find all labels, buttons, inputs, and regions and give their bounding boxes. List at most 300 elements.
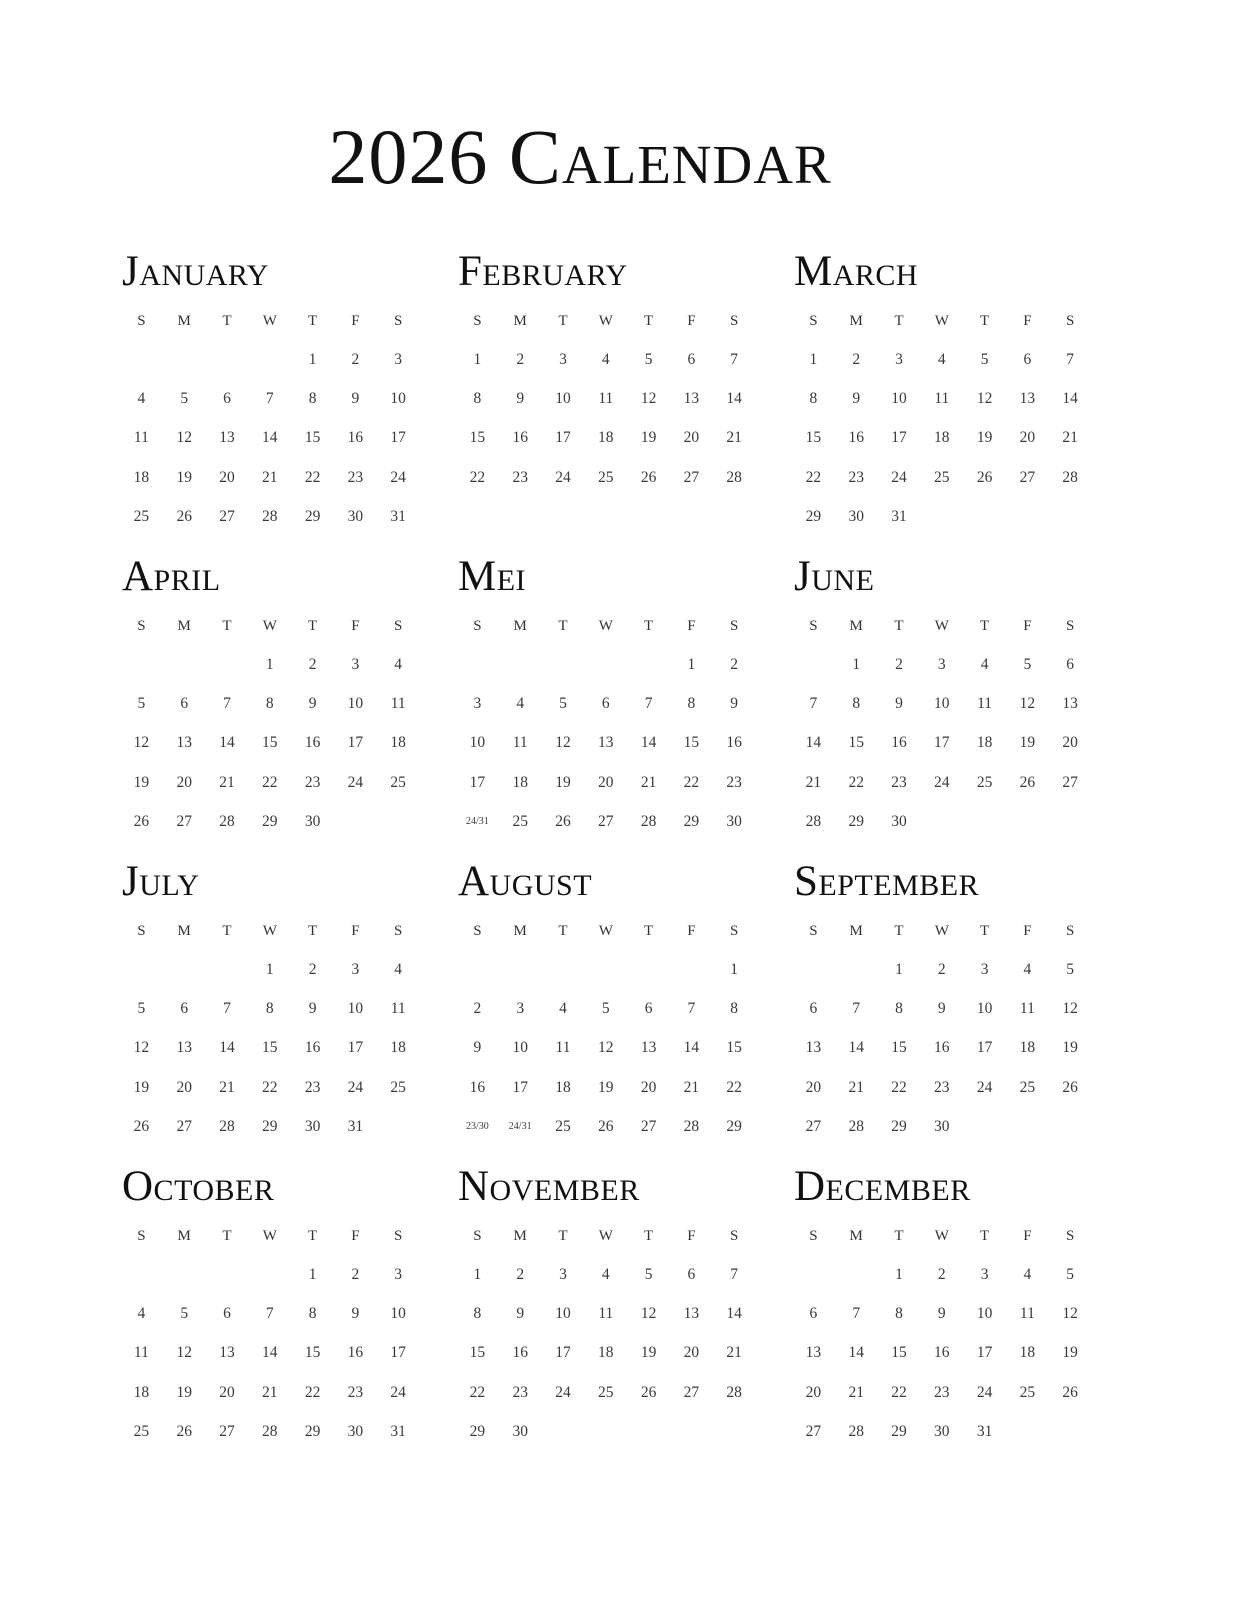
day-cell: 21 bbox=[1062, 429, 1078, 447]
weekday-label: W bbox=[598, 312, 613, 329]
day-cell: 19 bbox=[598, 1078, 614, 1096]
weekday-label: S bbox=[730, 617, 739, 634]
day-cell: 19 bbox=[1019, 734, 1036, 752]
week-row bbox=[792, 1029, 1102, 1068]
day-cell: 9 bbox=[516, 389, 525, 407]
day-cell: 25 bbox=[934, 468, 950, 486]
day-cell: 27 bbox=[219, 507, 235, 525]
week-row bbox=[792, 1373, 1102, 1412]
day-cell: 25 bbox=[1019, 1383, 1036, 1401]
weekday-label: T bbox=[894, 1227, 904, 1244]
day-cell: 30 bbox=[304, 1117, 321, 1135]
week-row bbox=[792, 1255, 1102, 1294]
week-row bbox=[120, 458, 430, 497]
week-row bbox=[792, 1294, 1102, 1333]
day-cell: 9 bbox=[895, 694, 903, 712]
month-april bbox=[120, 555, 430, 841]
day-cell: 14 bbox=[1062, 389, 1078, 407]
day-cell: 15 bbox=[726, 1039, 742, 1057]
month-name: July bbox=[122, 858, 200, 905]
day-cell: 22 bbox=[848, 773, 864, 791]
weekday-label: S bbox=[394, 617, 403, 634]
weekday-label: S bbox=[394, 1227, 403, 1244]
day-cell: 4 bbox=[937, 350, 946, 368]
day-cell: 6 bbox=[223, 389, 231, 407]
day-cell: 1 bbox=[308, 350, 317, 368]
day-cell: 30 bbox=[726, 812, 742, 830]
day-cell: 6 bbox=[1066, 655, 1075, 673]
week-row bbox=[792, 497, 1102, 536]
day-cell: 30 bbox=[304, 812, 321, 830]
day-cell: 28 bbox=[848, 1422, 864, 1440]
day-cell: 7 bbox=[852, 1304, 861, 1322]
weekday-label: S bbox=[809, 617, 818, 634]
day-cell: 11 bbox=[133, 429, 149, 447]
weekday-label: M bbox=[513, 922, 527, 939]
week-row bbox=[456, 1294, 766, 1333]
day-cell: 4 bbox=[137, 389, 146, 407]
day-cell: 14 bbox=[219, 1039, 235, 1057]
day-cell: 9 bbox=[308, 999, 317, 1017]
day-cell: 9 bbox=[351, 1304, 360, 1322]
day-cell: 6 bbox=[1023, 350, 1032, 368]
day-cell: 23 bbox=[512, 1383, 528, 1401]
weekday-label: F bbox=[1023, 617, 1032, 634]
day-cell: 20 bbox=[219, 468, 235, 486]
weekday-label: S bbox=[1066, 617, 1075, 634]
day-cell: 24 bbox=[347, 773, 364, 791]
day-cell: 17 bbox=[976, 1344, 993, 1362]
day-cell: 11 bbox=[977, 694, 993, 712]
day-cell: 12 bbox=[555, 734, 571, 752]
day-cell: 25 bbox=[512, 812, 528, 830]
weekday-label: S bbox=[137, 312, 146, 329]
day-cell: 2 bbox=[351, 350, 360, 368]
day-cell: 28 bbox=[219, 812, 235, 830]
weekday-header bbox=[120, 607, 430, 645]
day-cell: 13 bbox=[683, 389, 700, 407]
weekday-label: F bbox=[687, 922, 696, 939]
week-row bbox=[456, 645, 766, 684]
day-cell: 19 bbox=[133, 1078, 150, 1096]
weekday-header bbox=[792, 302, 1102, 340]
day-cell: 18 bbox=[934, 429, 950, 447]
weekday-label: T bbox=[980, 1227, 990, 1244]
day-cell: 5 bbox=[644, 350, 653, 368]
day-cell: 8 bbox=[265, 694, 274, 712]
day-cell: 3 bbox=[351, 655, 360, 673]
day-cell: 23 bbox=[934, 1383, 950, 1401]
week-row bbox=[792, 340, 1102, 379]
weekday-label: M bbox=[849, 1227, 863, 1244]
day-cell: 23/30 bbox=[466, 1121, 489, 1133]
day-cell: 3 bbox=[980, 960, 989, 978]
day-cell: 27 bbox=[219, 1422, 235, 1440]
weekday-label: F bbox=[687, 312, 696, 329]
weekday-label: T bbox=[980, 617, 990, 634]
day-cell: 24 bbox=[555, 468, 571, 486]
day-cell: 21 bbox=[219, 1078, 235, 1096]
day-cell: 8 bbox=[809, 389, 818, 407]
day-cell: 27 bbox=[1062, 773, 1078, 791]
day-cell: 3 bbox=[473, 694, 482, 712]
day-cell: 3 bbox=[937, 655, 946, 673]
day-cell: 12 bbox=[640, 389, 657, 407]
day-cell: 16 bbox=[934, 1039, 950, 1057]
weekday-label: M bbox=[849, 922, 863, 939]
day-cell: 6 bbox=[644, 999, 653, 1017]
day-cell: 11 bbox=[555, 1039, 571, 1057]
day-cell: 26 bbox=[133, 812, 150, 830]
day-cell: 16 bbox=[848, 429, 864, 447]
day-cell: 12 bbox=[976, 389, 993, 407]
month-name: April bbox=[122, 553, 221, 600]
week-row bbox=[456, 1334, 766, 1373]
weekday-label: F bbox=[1023, 312, 1032, 329]
day-cell: 29 bbox=[469, 1422, 486, 1440]
day-cell: 11 bbox=[512, 734, 528, 752]
day-cell: 15 bbox=[304, 429, 321, 447]
day-cell: 6 bbox=[180, 999, 189, 1017]
day-cell: 17 bbox=[555, 429, 571, 447]
month-name: Mei bbox=[458, 553, 527, 600]
day-cell: 9 bbox=[473, 1039, 482, 1057]
week-row bbox=[792, 763, 1102, 802]
week-row bbox=[120, 645, 430, 684]
week-row bbox=[456, 458, 766, 497]
day-cell: 1 bbox=[809, 350, 818, 368]
day-cell: 24 bbox=[390, 468, 406, 486]
weekday-label: T bbox=[222, 312, 232, 329]
day-cell: 29 bbox=[262, 812, 278, 830]
week-row bbox=[456, 802, 766, 841]
day-cell: 26 bbox=[1062, 1383, 1078, 1401]
day-cell: 20 bbox=[805, 1078, 822, 1096]
day-cell: 19 bbox=[1062, 1039, 1078, 1057]
day-cell: 5 bbox=[1066, 1265, 1075, 1283]
day-cell: 24 bbox=[976, 1078, 993, 1096]
day-cell: 4 bbox=[516, 694, 525, 712]
day-cell: 3 bbox=[980, 1265, 989, 1283]
week-row bbox=[120, 379, 430, 418]
day-cell: 12 bbox=[176, 429, 192, 447]
day-cell: 15 bbox=[304, 1344, 321, 1362]
day-cell: 28 bbox=[805, 812, 822, 830]
month-march bbox=[792, 250, 1102, 536]
day-cell: 31 bbox=[976, 1422, 993, 1440]
day-cell: 6 bbox=[687, 350, 696, 368]
day-cell: 14 bbox=[683, 1039, 700, 1057]
day-cell: 25 bbox=[1019, 1078, 1036, 1096]
day-cell: 15 bbox=[262, 734, 278, 752]
week-row bbox=[456, 1412, 766, 1451]
day-cell: 22 bbox=[469, 468, 486, 486]
day-cell: 4 bbox=[394, 960, 403, 978]
day-cell: 9 bbox=[852, 389, 861, 407]
day-cell: 19 bbox=[976, 429, 993, 447]
day-cell: 23 bbox=[891, 773, 907, 791]
weekday-header bbox=[120, 1217, 430, 1255]
day-cell: 8 bbox=[308, 1304, 317, 1322]
week-row bbox=[792, 458, 1102, 497]
day-cell: 28 bbox=[726, 468, 742, 486]
weekday-label: S bbox=[809, 312, 818, 329]
week-row bbox=[792, 645, 1102, 684]
week-row bbox=[120, 802, 430, 841]
day-cell: 7 bbox=[223, 999, 231, 1017]
day-cell: 21 bbox=[683, 1078, 700, 1096]
day-cell: 27 bbox=[805, 1422, 822, 1440]
day-cell: 29 bbox=[891, 1422, 907, 1440]
weekday-label: F bbox=[351, 312, 360, 329]
weekday-label: T bbox=[308, 1227, 318, 1244]
day-cell: 27 bbox=[683, 1383, 700, 1401]
week-row bbox=[120, 950, 430, 989]
weekday-header bbox=[120, 912, 430, 950]
weekday-label: W bbox=[262, 1227, 277, 1244]
week-row bbox=[456, 1029, 766, 1068]
day-cell: 28 bbox=[683, 1117, 700, 1135]
day-cell: 5 bbox=[601, 999, 610, 1017]
weekday-label: S bbox=[137, 617, 146, 634]
day-cell: 20 bbox=[1019, 429, 1036, 447]
day-cell: 11 bbox=[598, 389, 614, 407]
weekday-label: T bbox=[894, 617, 904, 634]
day-cell: 18 bbox=[390, 1039, 406, 1057]
day-cell: 1 bbox=[473, 1265, 482, 1283]
month-july bbox=[120, 860, 430, 1146]
day-cell: 4 bbox=[1023, 960, 1032, 978]
day-cell: 18 bbox=[1019, 1344, 1036, 1362]
day-cell: 13 bbox=[805, 1039, 822, 1057]
day-cell: 7 bbox=[730, 1265, 739, 1283]
day-cell: 14 bbox=[219, 734, 235, 752]
day-cell: 8 bbox=[473, 389, 482, 407]
day-cell: 21 bbox=[262, 468, 278, 486]
day-cell: 13 bbox=[640, 1039, 657, 1057]
day-cell: 20 bbox=[805, 1383, 822, 1401]
day-cell: 9 bbox=[730, 694, 739, 712]
day-cell: 25 bbox=[555, 1117, 571, 1135]
day-cell: 12 bbox=[176, 1344, 192, 1362]
day-cell: 6 bbox=[687, 1265, 696, 1283]
weekday-label: T bbox=[222, 922, 232, 939]
day-cell: 7 bbox=[687, 999, 696, 1017]
week-row bbox=[456, 724, 766, 763]
day-cell: 21 bbox=[640, 773, 657, 791]
weekday-label: S bbox=[394, 312, 403, 329]
week-row bbox=[456, 1373, 766, 1412]
day-cell: 28 bbox=[262, 507, 278, 525]
weekday-label: W bbox=[598, 922, 613, 939]
weekday-label: M bbox=[177, 922, 191, 939]
day-cell: 10 bbox=[512, 1039, 528, 1057]
day-cell: 25 bbox=[390, 1078, 406, 1096]
weekday-label: S bbox=[730, 312, 739, 329]
day-cell: 7 bbox=[730, 350, 739, 368]
day-cell: 23 bbox=[347, 468, 364, 486]
day-cell: 2 bbox=[895, 655, 903, 673]
weekday-label: S bbox=[809, 922, 818, 939]
day-cell: 26 bbox=[640, 1383, 657, 1401]
week-row bbox=[456, 989, 766, 1028]
weekday-label: T bbox=[644, 1227, 654, 1244]
day-cell: 10 bbox=[347, 999, 364, 1017]
day-cell: 8 bbox=[895, 1304, 903, 1322]
day-cell: 12 bbox=[598, 1039, 614, 1057]
day-cell: 13 bbox=[1062, 694, 1078, 712]
week-row bbox=[120, 1029, 430, 1068]
day-cell: 9 bbox=[937, 999, 946, 1017]
day-cell: 8 bbox=[730, 999, 739, 1017]
day-cell: 2 bbox=[308, 960, 317, 978]
week-row bbox=[120, 684, 430, 723]
weekday-label: S bbox=[394, 922, 403, 939]
day-cell: 10 bbox=[891, 389, 907, 407]
day-cell: 10 bbox=[976, 1304, 993, 1322]
week-row bbox=[120, 1412, 430, 1451]
day-cell: 21 bbox=[262, 1383, 278, 1401]
day-cell: 5 bbox=[980, 350, 989, 368]
day-cell: 18 bbox=[1019, 1039, 1036, 1057]
month-february bbox=[456, 250, 766, 536]
day-cell: 4 bbox=[394, 655, 403, 673]
weekday-label: M bbox=[177, 617, 191, 634]
weekday-label: T bbox=[644, 617, 654, 634]
week-row bbox=[792, 684, 1102, 723]
day-cell: 5 bbox=[137, 999, 146, 1017]
day-cell: 5 bbox=[1023, 655, 1032, 673]
weekday-label: T bbox=[894, 312, 904, 329]
weekday-label: S bbox=[473, 312, 482, 329]
week-row bbox=[120, 419, 430, 458]
day-cell: 21 bbox=[848, 1078, 864, 1096]
day-cell: 25 bbox=[598, 468, 614, 486]
day-cell: 22 bbox=[683, 773, 700, 791]
weekday-label: S bbox=[1066, 312, 1075, 329]
month-name: February bbox=[458, 248, 628, 295]
day-cell: 24 bbox=[555, 1383, 571, 1401]
day-cell: 5 bbox=[137, 694, 146, 712]
day-cell: 21 bbox=[848, 1383, 864, 1401]
day-cell: 12 bbox=[1019, 694, 1036, 712]
weekday-label: F bbox=[687, 1227, 696, 1244]
day-cell: 23 bbox=[726, 773, 742, 791]
day-cell: 3 bbox=[351, 960, 360, 978]
day-cell: 10 bbox=[347, 694, 364, 712]
day-cell: 20 bbox=[219, 1383, 235, 1401]
weekday-label: W bbox=[262, 922, 277, 939]
day-cell: 11 bbox=[390, 999, 406, 1017]
day-cell: 11 bbox=[1019, 999, 1035, 1017]
weekday-label: W bbox=[934, 922, 949, 939]
day-cell: 5 bbox=[180, 389, 189, 407]
weekday-label: T bbox=[222, 617, 232, 634]
weekday-label: F bbox=[1023, 1227, 1032, 1244]
day-cell: 29 bbox=[891, 1117, 907, 1135]
day-cell: 30 bbox=[891, 812, 907, 830]
month-name: September bbox=[794, 858, 980, 905]
weekday-label: T bbox=[308, 922, 318, 939]
day-cell: 1 bbox=[730, 960, 739, 978]
day-cell: 22 bbox=[469, 1383, 486, 1401]
day-cell: 7 bbox=[852, 999, 861, 1017]
day-cell: 6 bbox=[809, 1304, 818, 1322]
day-cell: 18 bbox=[512, 773, 528, 791]
day-cell: 21 bbox=[726, 1344, 742, 1362]
day-cell: 2 bbox=[937, 960, 946, 978]
day-cell: 3 bbox=[559, 1265, 567, 1283]
month-september bbox=[792, 860, 1102, 1146]
day-cell: 12 bbox=[1062, 999, 1078, 1017]
day-cell: 30 bbox=[934, 1422, 950, 1440]
day-cell: 9 bbox=[308, 694, 317, 712]
weekday-label: F bbox=[351, 617, 360, 634]
day-cell: 28 bbox=[262, 1422, 278, 1440]
day-cell: 22 bbox=[262, 773, 278, 791]
day-cell: 4 bbox=[1023, 1265, 1032, 1283]
day-cell: 8 bbox=[308, 389, 317, 407]
day-cell: 2 bbox=[516, 350, 525, 368]
weekday-label: S bbox=[730, 922, 739, 939]
day-cell: 18 bbox=[390, 734, 406, 752]
day-cell: 18 bbox=[976, 734, 993, 752]
weekday-label: W bbox=[598, 1227, 613, 1244]
day-cell: 30 bbox=[934, 1117, 950, 1135]
day-cell: 20 bbox=[640, 1078, 657, 1096]
month-december bbox=[792, 1165, 1102, 1451]
weekday-header bbox=[792, 1217, 1102, 1255]
day-cell: 3 bbox=[394, 1265, 403, 1283]
day-cell: 24 bbox=[934, 773, 950, 791]
day-cell: 28 bbox=[1062, 468, 1078, 486]
day-cell: 19 bbox=[176, 1383, 192, 1401]
day-cell: 20 bbox=[683, 429, 700, 447]
week-row bbox=[456, 950, 766, 989]
day-cell: 2 bbox=[730, 655, 739, 673]
weekday-label: M bbox=[513, 1227, 527, 1244]
day-cell: 14 bbox=[726, 389, 742, 407]
day-cell: 13 bbox=[219, 429, 235, 447]
weekday-label: S bbox=[137, 1227, 146, 1244]
day-cell: 16 bbox=[347, 1344, 364, 1362]
day-cell: 4 bbox=[601, 350, 610, 368]
day-cell: 21 bbox=[726, 429, 742, 447]
day-cell: 18 bbox=[598, 1344, 614, 1362]
day-cell: 10 bbox=[469, 734, 486, 752]
weekday-label: W bbox=[934, 617, 949, 634]
week-row bbox=[792, 989, 1102, 1028]
day-cell: 13 bbox=[683, 1304, 700, 1322]
weekday-label: S bbox=[473, 1227, 482, 1244]
week-row bbox=[456, 497, 766, 536]
day-cell: 28 bbox=[726, 1383, 742, 1401]
day-cell: 11 bbox=[598, 1304, 614, 1322]
week-row bbox=[792, 1107, 1102, 1146]
weekday-label: T bbox=[644, 922, 654, 939]
day-cell: 27 bbox=[683, 468, 700, 486]
month-mei bbox=[456, 555, 766, 841]
day-cell: 21 bbox=[219, 773, 235, 791]
day-cell: 26 bbox=[133, 1117, 150, 1135]
day-cell: 17 bbox=[390, 429, 406, 447]
day-cell: 8 bbox=[895, 999, 903, 1017]
day-cell: 23 bbox=[304, 773, 321, 791]
day-cell: 5 bbox=[180, 1304, 189, 1322]
day-cell: 9 bbox=[937, 1304, 946, 1322]
weekday-label: M bbox=[177, 1227, 191, 1244]
day-cell: 24 bbox=[390, 1383, 406, 1401]
